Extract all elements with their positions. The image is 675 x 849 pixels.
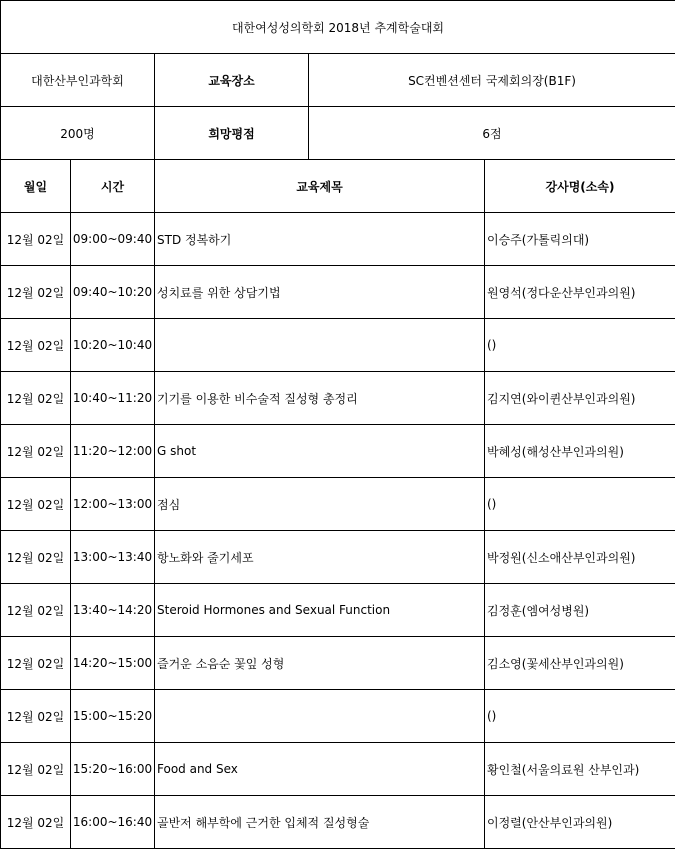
time-cell: 15:20~16:00: [71, 743, 155, 796]
table-row: [1, 796, 675, 849]
topic-cell: [155, 690, 485, 743]
table-row: [1, 478, 675, 531]
time-cell: 11:20~12:00: [71, 425, 155, 478]
table-row: [1, 531, 675, 584]
topic-cell: 즐거운 소음순 꽃잎 성형: [155, 637, 485, 690]
time-cell: 10:20~10:40: [71, 319, 155, 372]
topic-cell: 점심: [155, 478, 485, 531]
date-cell: 12월 02일: [1, 690, 71, 743]
date-cell: 12월 02일: [1, 743, 71, 796]
speaker-cell: 황인철(서울의료원 산부인과): [485, 743, 675, 796]
organizer-cell: 대한산부인과학회: [1, 54, 155, 107]
time-cell: 15:00~15:20: [71, 690, 155, 743]
topic-cell: 골반저 해부학에 근거한 입체적 질성형술: [155, 796, 485, 849]
speaker-cell: 박정원(신소애산부인과의원): [485, 531, 675, 584]
date-cell: 12월 02일: [1, 425, 71, 478]
title-row: [1, 1, 675, 54]
column-header-topic: 교육제목: [155, 160, 485, 213]
time-cell: 16:00~16:40: [71, 796, 155, 849]
topic-cell: STD 정복하기: [155, 213, 485, 266]
table-row: [1, 372, 675, 425]
time-cell: 10:40~11:20: [71, 372, 155, 425]
date-cell: 12월 02일: [1, 266, 71, 319]
topic-cell: 성치료를 위한 상담기법: [155, 266, 485, 319]
table-row: [1, 690, 675, 743]
table-row: [1, 319, 675, 372]
column-header-speaker: 강사명(소속): [485, 160, 675, 213]
topic-cell: [155, 319, 485, 372]
date-cell: 12월 02일: [1, 637, 71, 690]
topic-cell: G shot: [155, 425, 485, 478]
speaker-cell: (): [485, 478, 675, 531]
time-cell: 09:40~10:20: [71, 266, 155, 319]
topic-cell: 기기를 이용한 비수술적 질성형 총정리: [155, 372, 485, 425]
time-cell: 13:40~14:20: [71, 584, 155, 637]
table-row: [1, 266, 675, 319]
speaker-cell: (): [485, 319, 675, 372]
speaker-cell: 원영석(정다운산부인과의원): [485, 266, 675, 319]
date-cell: 12월 02일: [1, 372, 71, 425]
time-cell: 12:00~13:00: [71, 478, 155, 531]
attendance-cell: 200명: [1, 107, 155, 160]
date-cell: 12월 02일: [1, 796, 71, 849]
date-cell: 12월 02일: [1, 478, 71, 531]
date-cell: 12월 02일: [1, 213, 71, 266]
speaker-cell: 이승주(가톨릭의대): [485, 213, 675, 266]
column-header-time: 시간: [71, 160, 155, 213]
speaker-cell: 김정훈(엠여성병원): [485, 584, 675, 637]
table-row: [1, 743, 675, 796]
column-header-date: 월일: [1, 160, 71, 213]
points-label: 희망평점: [155, 107, 309, 160]
attendance-row: [1, 107, 675, 160]
page-title: 대한여성성의학회 2018년 추계학술대회: [1, 1, 675, 54]
speaker-cell: 김지연(와이퀸산부인과의원): [485, 372, 675, 425]
table-row: [1, 637, 675, 690]
time-cell: 13:00~13:40: [71, 531, 155, 584]
topic-cell: Food and Sex: [155, 743, 485, 796]
speaker-cell: 김소영(꽃세산부인과의원): [485, 637, 675, 690]
date-cell: 12월 02일: [1, 584, 71, 637]
topic-cell: 항노화와 줄기세포: [155, 531, 485, 584]
column-header-row: [1, 160, 675, 213]
date-cell: 12월 02일: [1, 319, 71, 372]
venue-value: SC컨벤션센터 국제회의장(B1F): [309, 54, 675, 107]
date-cell: 12월 02일: [1, 531, 71, 584]
time-cell: 14:20~15:00: [71, 637, 155, 690]
speaker-cell: 이정렬(안산부인과의원): [485, 796, 675, 849]
venue-label: 교육장소: [155, 54, 309, 107]
topic-cell: Steroid Hormones and Sexual Function: [155, 584, 485, 637]
points-value: 6점: [309, 107, 675, 160]
table-row: [1, 425, 675, 478]
schedule-body: [1, 1, 675, 849]
speaker-cell: (): [485, 690, 675, 743]
speaker-cell: 박혜성(해성산부인과의원): [485, 425, 675, 478]
table-row: [1, 213, 675, 266]
time-cell: 09:00~09:40: [71, 213, 155, 266]
table-row: [1, 584, 675, 637]
venue-row: [1, 54, 675, 107]
